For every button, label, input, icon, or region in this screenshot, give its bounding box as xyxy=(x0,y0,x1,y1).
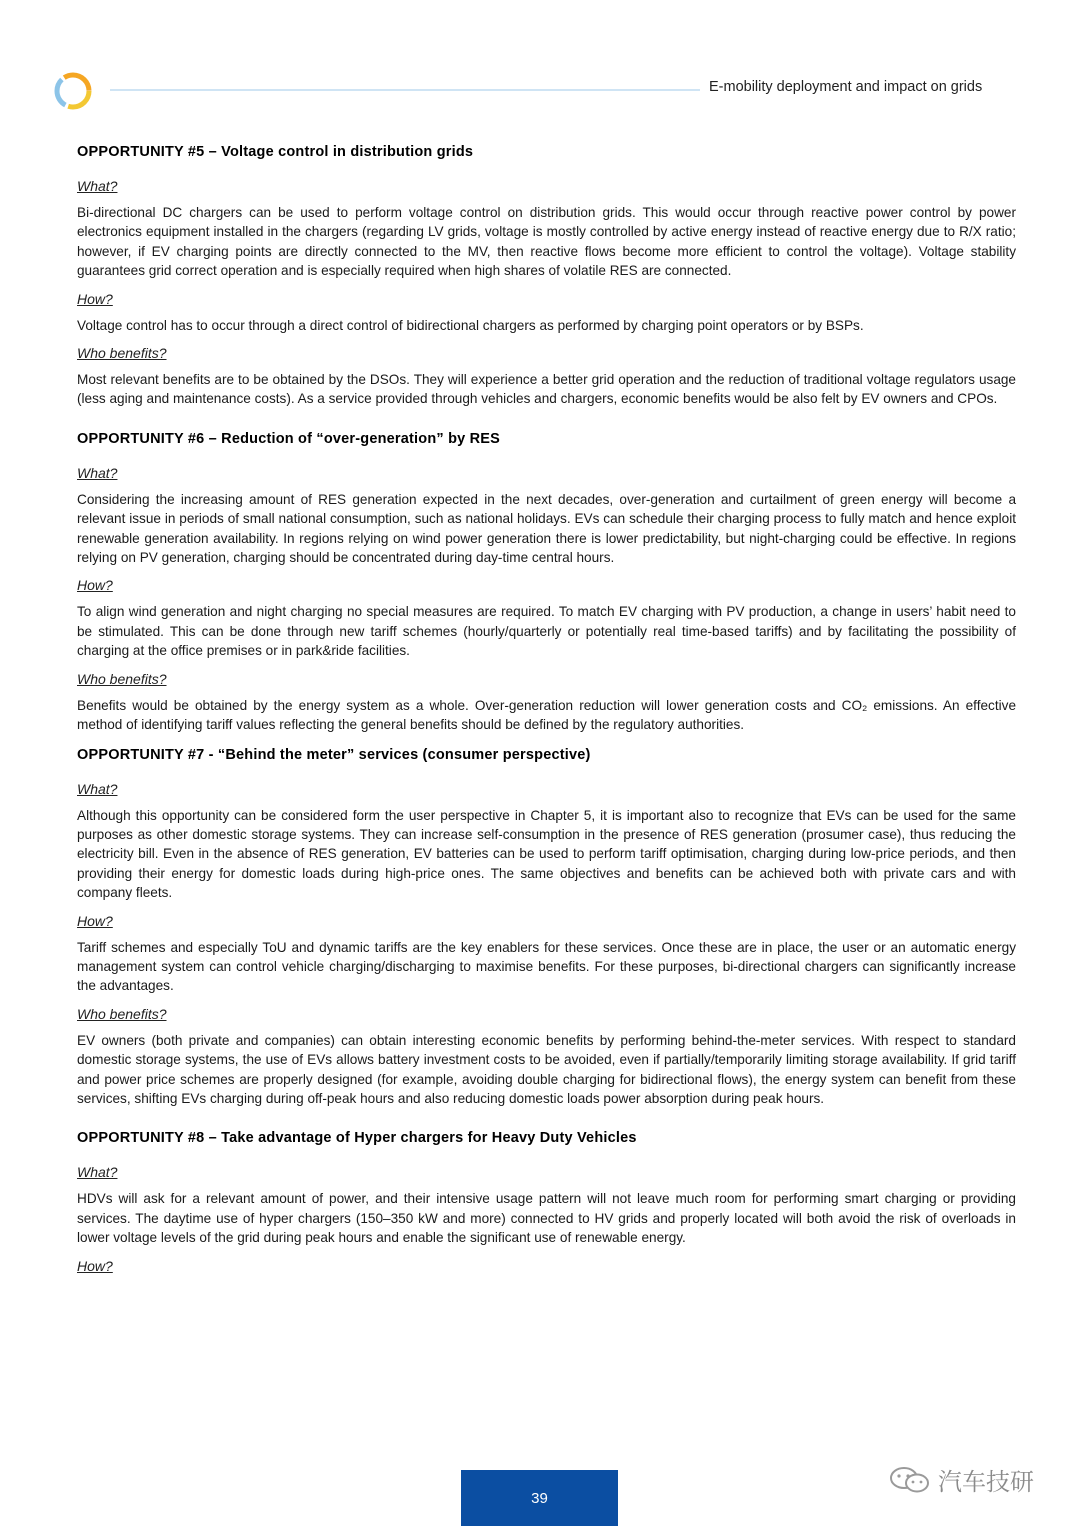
watermark xyxy=(888,1462,1034,1497)
what-paragraph: Although this opportunity can be considered form the user perspective in Chapter 5, it is important also to recognize that EVs can be used for the same purposes as other domestic storage systems. They can increase self-consumption in the presence of RES generation (prosumer case), thus reducing the electricity bill. Even in the absence of RES generation, EV batteries can be used to perform tariff optimisation, charging during low-price periods, and then providing their energy for domestic loads during high-price ones. The same objectives and benefits can be achieved both with private cars and with company fleets. xyxy=(77,807,1016,901)
how-subheading: How? xyxy=(77,912,113,929)
page-number: 39 xyxy=(531,1489,548,1507)
who-benefits-paragraph: Most relevant benefits are to be obtained by the DSOs. They will experience a better grid operation and the reduction of traditional voltage regulators usage (less aging and maintenance costs). As a service provided through vehicles and chargers, economic benefits would be also felt by EV owners and CPOs. xyxy=(77,372,1016,407)
who-benefits-subheading: Who benefits? xyxy=(77,670,167,687)
opportunity-6-section xyxy=(77,431,1016,735)
what-subheading: What? xyxy=(77,1164,118,1181)
who-benefits-subheading: Who benefits? xyxy=(77,345,167,362)
how-paragraph: To align wind generation and night charging no special measures are required. To match EV charging with PV production, a change in users’ habit need to be stimulated. This can be done through new tariff schemes (hourly/quarterly or potentially real time-based tariffs) and by facilitating the possibility of charging at the office premises or in park&ride facilities. xyxy=(77,604,1016,659)
section-heading: OPPORTUNITY #8 – Take advantage of Hyper chargers for Heavy Duty Vehicles xyxy=(77,1130,637,1147)
how-paragraph: Tariff schemes and especially ToU and dynamic tariffs are the key enablers for these services. Once these are in place, the user or an automatic energy management system can control vehicle charging/discharging to maximise benefits. For these purposes, bi-directional chargers can significantly increase the advantages. xyxy=(77,939,1016,994)
who-benefits-subheading: Who benefits? xyxy=(77,1005,167,1022)
opportunity-7-section xyxy=(77,747,1016,1109)
page-number-box xyxy=(461,1470,618,1526)
what-subheading: What? xyxy=(77,464,118,481)
what-paragraph: Considering the increasing amount of RES generation expected in the next decades, over-generation and curtailment of green energy will become a relevant issue in periods of small national consumption, such as national holidays. EVs can schedule their charging process to fully match and hence exploit renewable generation availability. In regions relying on wind power generation there is lower predictability, but night-charging could be effective. In regions relying on PV generation, charging should be concentrated during day-time central hours. xyxy=(77,491,1016,566)
what-paragraph: HDVs will ask for a relevant amount of power, and their intensive usage pattern will not leave much room for performing smart charging or providing services. The daytime use of hyper chargers (150–350 kW and more) connected to HV grids and properly located will both avoid the risk of overloads in lower voltage levels of the grid during peak hours and enable the significant use of renewable energy. xyxy=(77,1191,1016,1246)
running-header-title: E-mobility deployment and impact on grids xyxy=(709,79,983,95)
report-logo-ring-icon xyxy=(52,70,94,112)
what-subheading: What? xyxy=(77,178,118,194)
wechat-icon xyxy=(888,1465,932,1495)
who-benefits-paragraph: EV owners (both private and companies) can obtain interesting economic benefits by performing behind-the-meter services. With respect to standard domestic storage systems, the use of EVs allows battery investment costs to be avoided, even if partially/temporarily limiting storage availability. If grid tariff and power price schemes are properly designed (for example, avoiding double charging for bidirectional flows), the energy system can benefit from these services, shifting EVs charging during off-peak hours and also reducing domestic loads power absorption during peak hours. xyxy=(77,1032,1016,1106)
what-paragraph: Bi-directional DC chargers can be used to perform voltage control on distribution grids. This would occur through reactive power control by power electronics equipment installed in the chargers (regarding LV grids, voltage is mostly controlled by active energy instead of reactive energy due to R/X ratio; however, if EV charging points are directly connected to the MV, then reactive flows become more efficient to control the voltage). Voltage stability guarantees grid correct operation and is especially required when high shares of volatile RES are connected. xyxy=(77,205,1016,279)
how-paragraph: Voltage control has to occur through a direct control of bidirectional chargers as performed by charging point operators or by BSPs. xyxy=(77,317,864,333)
watermark-text: 汽车技研 xyxy=(938,1468,1034,1496)
header-divider xyxy=(110,89,700,91)
who-benefits-paragraph: Benefits would be obtained by the energy system as a whole. Over-generation reduction will lower generation costs and CO₂ emissions. An effective method of identifying tariff values reflecting the general benefits should be defined by the regulatory authorities. xyxy=(77,697,1016,733)
opportunity-5-section xyxy=(77,144,1016,409)
how-subheading: How? xyxy=(77,290,113,307)
opportunity-8-section xyxy=(77,1130,1016,1273)
section-heading: OPPORTUNITY #7 - “Behind the meter” services (consumer perspective) xyxy=(77,746,591,763)
how-subheading: How? xyxy=(77,1257,113,1274)
section-heading: OPPORTUNITY #5 – Voltage control in distribution grids xyxy=(77,144,474,160)
how-subheading: How? xyxy=(77,577,113,594)
main-content xyxy=(77,144,1016,1296)
section-heading: OPPORTUNITY #6 – Reduction of “over-generation” by RES xyxy=(77,430,501,447)
what-subheading: What? xyxy=(77,780,118,797)
